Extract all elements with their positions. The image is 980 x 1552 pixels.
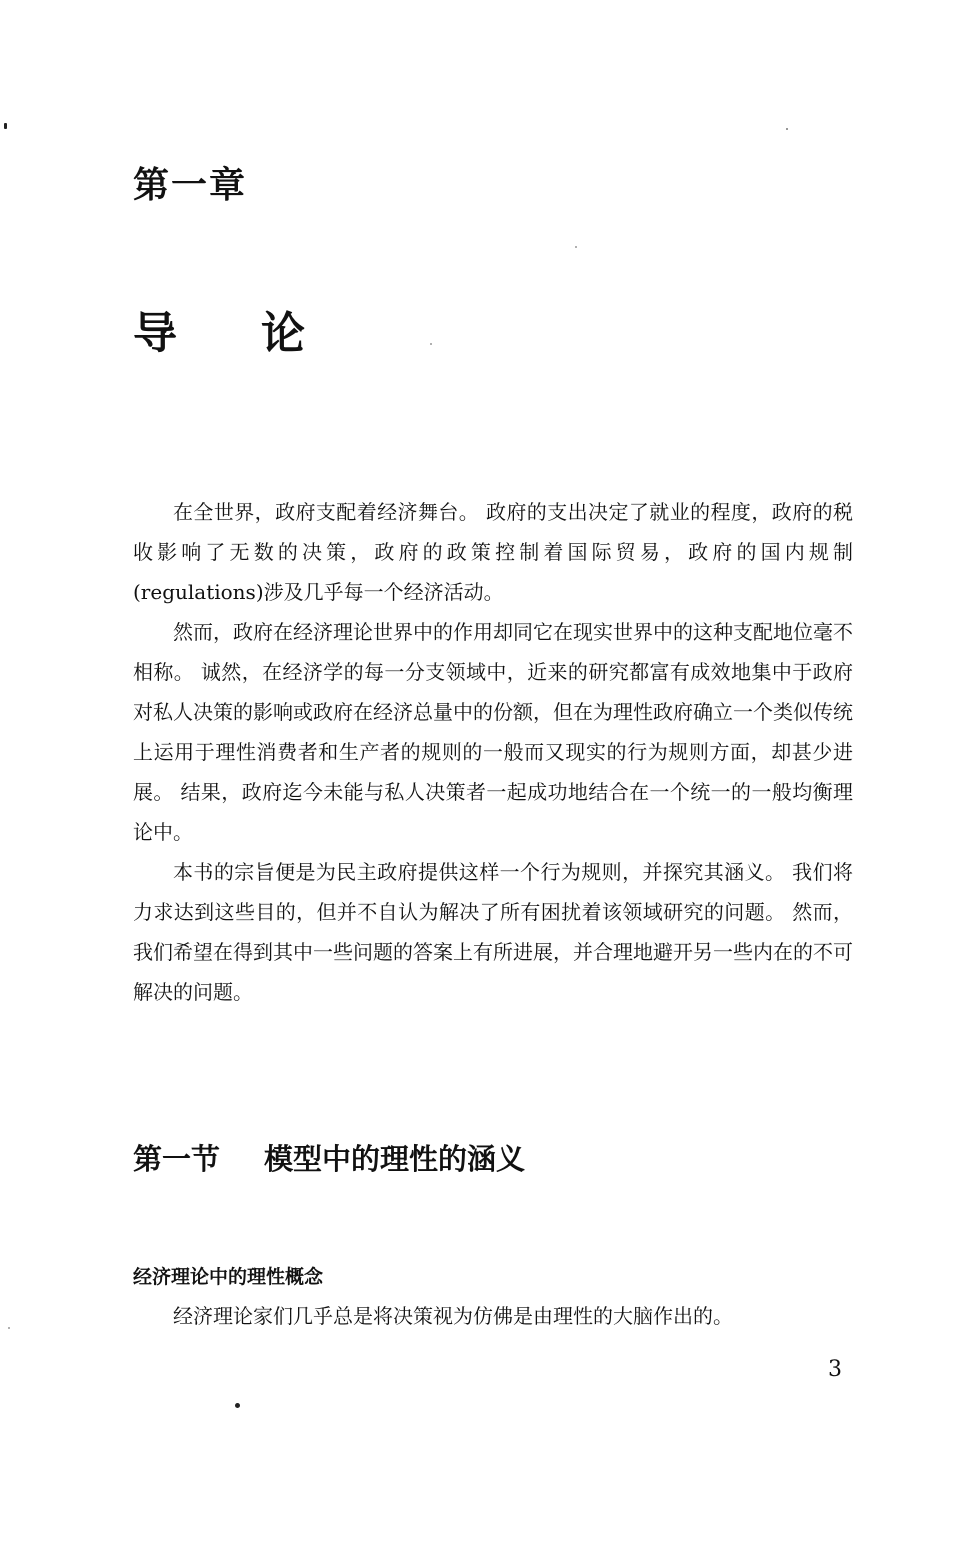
scan-speck (4, 123, 7, 129)
scan-speck (235, 1403, 240, 1408)
scan-speck (786, 128, 788, 130)
section-paragraph: 经济理论家们几乎总是将决策视为仿佛是由理性的大脑作出的。 (173, 1304, 733, 1328)
intro-paragraph: 本书的宗旨便是为民主政府提供这样一个行为规则，并探究其涵义。 我们将力求达到这些目的，但并不自认为解决了所有困扰着该领域研究的问题。 然而，我们希望在得到其中一些问题的答案上有所进展，并合理地避开另一些内在的不可解决的问题。 (133, 860, 853, 1004)
section-heading (133, 1134, 525, 1184)
section-title: 模型中的理性的涵义 (264, 1142, 526, 1176)
page-number: 3 (828, 1357, 842, 1382)
scan-speck (430, 343, 432, 345)
subsection-title: 经济理论中的理性概念 (133, 1266, 324, 1288)
section-text (133, 1296, 853, 1336)
intro-paragraph: 在全世界，政府支配着经济舞台。 政府的支出决定了就业的程度，政府的税收影响了无数的决策，政府的政策控制着国际贸易，政府的国内规制(regulations)涉及几乎每一个经济活动。 (133, 500, 853, 604)
chapter-title: 导论 (133, 308, 389, 359)
section-number: 第一节 (133, 1142, 221, 1176)
intro-text (133, 492, 853, 1012)
chapter-number: 第一章 (133, 165, 248, 206)
intro-paragraph: 然而，政府在经济理论世界中的作用却同它在现实世界中的这种支配地位毫不相称。 诚然，在经济学的每一分支领域中，近来的研究都富有成效地集中于政府对私人决策的影响或政府在经济总量中的份额，但在为理性政府确立一个类似传统上运用于理性消费者和生产者的规则的一般而又现实的行为规则方面，却甚少进展。 结果，政府迄今未能与私人决策者一起成功地结合在一个统一的一般均衡理论中。 (133, 620, 853, 844)
scan-speck (575, 246, 577, 248)
scan-speck (8, 1327, 10, 1329)
